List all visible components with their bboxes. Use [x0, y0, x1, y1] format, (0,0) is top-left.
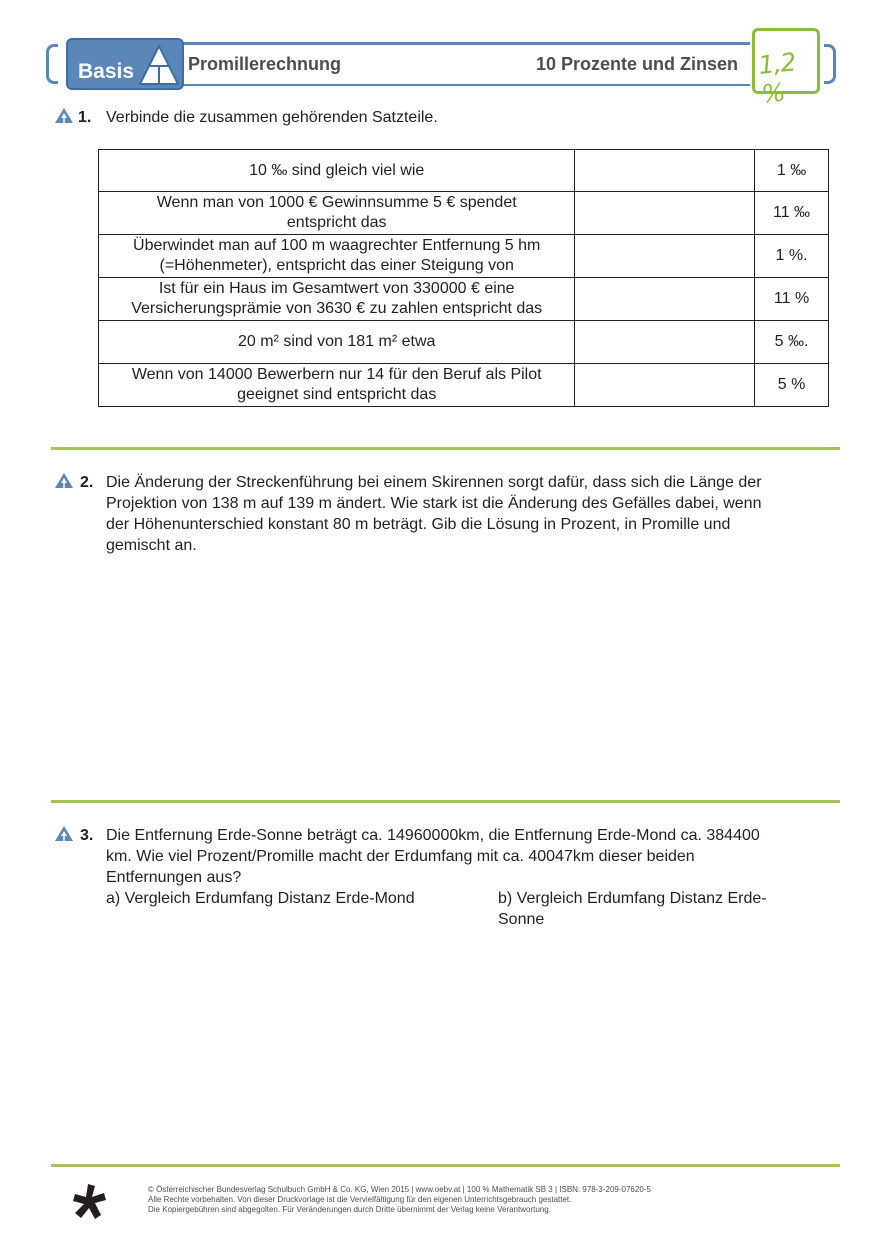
statement-cell — [99, 278, 575, 321]
statement-cell — [99, 321, 575, 364]
connection-cell[interactable] — [575, 364, 755, 407]
statement-line: Wenn man von 1000 € Gewinnsumme 5 € spendet — [156, 194, 517, 211]
footer-line: Die Kopiergebühren sind abgegolten. Für Veränderungen durch Dritte übernimmt der Verlag keine Verantwortung. — [148, 1205, 551, 1214]
text-line: km. Wie viel Prozent/Promille macht der Erdumfang mit ca. 40047km dieser beiden — [106, 848, 695, 865]
value-cell: 11 ‰ — [755, 192, 829, 235]
header-bottom-rule — [180, 84, 750, 86]
statement-cell — [99, 364, 575, 407]
chapter-title: 10 Prozente und Zinsen — [535, 54, 738, 74]
subtask-a: a) Vergleich Erdumfang Distanz Erde-Mond — [106, 890, 415, 907]
text-line: Projektion von 138 m auf 139 m ändert. Wie stark ist die Änderung des Gefälles dabei, wenn — [106, 495, 762, 512]
text-line: Die Änderung der Streckenführung bei einem Skirennen sorgt dafür, dass sich die Länge der — [106, 474, 762, 491]
pyramid-icon — [54, 472, 74, 489]
section-divider — [51, 447, 840, 450]
statement-line: (=Höhenmeter), entspricht das einer Steigung von — [159, 257, 514, 274]
publisher-logo-icon — [70, 1182, 110, 1222]
text-line: Sonne — [498, 911, 545, 928]
statement-cell — [99, 235, 575, 278]
page-topic: Promillerechnung — [188, 54, 342, 74]
topic-badge — [752, 28, 820, 109]
section-divider — [51, 800, 840, 803]
header-bracket-left — [46, 44, 58, 84]
matching-table — [98, 149, 829, 407]
statement-line: geeignet sind entspricht das — [237, 386, 437, 403]
statement-line: Überwindet man auf 100 m waagrechter Entfernung 5 hm — [133, 237, 541, 254]
table-row — [99, 150, 829, 192]
table-row — [99, 192, 829, 235]
table-row — [99, 364, 829, 407]
statement-line: 10 ‰ sind gleich viel wie — [249, 161, 425, 179]
connection-cell[interactable] — [575, 192, 755, 235]
header-top-rule — [180, 42, 750, 45]
pyramid-icon — [54, 107, 74, 124]
statement-line: 20 m² sind von 181 m² etwa — [237, 333, 436, 350]
pyramid-icon — [54, 825, 74, 842]
badge-text: 1,2 % — [757, 47, 797, 109]
footer-divider — [51, 1164, 840, 1167]
text-line: b) Vergleich Erdumfang Distanz Erde- — [498, 890, 767, 907]
statement-line: entspricht das — [286, 214, 387, 231]
subtask-b — [498, 888, 767, 930]
task-number: 3. — [80, 827, 94, 844]
value-cell: 11 % — [755, 278, 829, 321]
task-number: 1. — [78, 109, 92, 126]
table-row — [99, 321, 829, 364]
connection-cell[interactable] — [575, 235, 755, 278]
level-label-box — [66, 38, 184, 90]
connection-cell[interactable] — [575, 150, 755, 192]
level-label: Basis — [78, 60, 135, 83]
statement-line: Wenn von 14000 Bewerbern nur 14 für den Beruf als Pilot — [131, 366, 542, 383]
connection-cell[interactable] — [575, 321, 755, 364]
text-line: gemischt an. — [106, 537, 197, 554]
table-row — [99, 235, 829, 278]
value-cell: 5 % — [755, 364, 829, 407]
text-line: der Höhenunterschied konstant 80 m beträgt. Gib die Lösung in Prozent, in Promille und — [106, 516, 731, 533]
value-cell: 5 ‰. — [755, 321, 829, 364]
table-row — [99, 278, 829, 321]
task-text — [106, 825, 851, 888]
footer-copyright — [148, 1185, 651, 1215]
text-line: Entfernungen aus? — [106, 869, 242, 886]
task-text — [106, 472, 851, 556]
statement-cell — [99, 192, 575, 235]
header-bracket-right — [824, 44, 836, 84]
footer-line: © Österreichischer Bundesverlag Schulbuch GmbH & Co. KG, Wien 2015 | www.oebv.at | 100 % Mathematik SB 3 | ISBN: 978-3-209-07620-5 — [148, 1185, 651, 1194]
level-pyramid-icon — [138, 44, 180, 86]
task-instruction: Verbinde die zusammen gehörenden Satzteile. — [106, 109, 438, 126]
statement-line: Ist für ein Haus im Gesamtwert von 330000 € eine — [158, 280, 515, 297]
statement-line: Versicherungsprämie von 3630 € zu zahlen entspricht das — [131, 300, 543, 317]
task-number: 2. — [80, 474, 94, 491]
footer-line: Alle Rechte vorbehalten. Von dieser Druckvorlage ist die Vervielfältigung für den eigenen Unterrichtsgebrauch gestattet. — [148, 1195, 572, 1204]
connection-cell[interactable] — [575, 278, 755, 321]
value-cell: 1 %. — [755, 235, 829, 278]
statement-cell — [99, 150, 575, 192]
text-line: Die Entfernung Erde-Sonne beträgt ca. 14960000km, die Entfernung Erde-Mond ca. 384400 — [106, 827, 760, 844]
value-cell: 1 ‰ — [755, 150, 829, 192]
